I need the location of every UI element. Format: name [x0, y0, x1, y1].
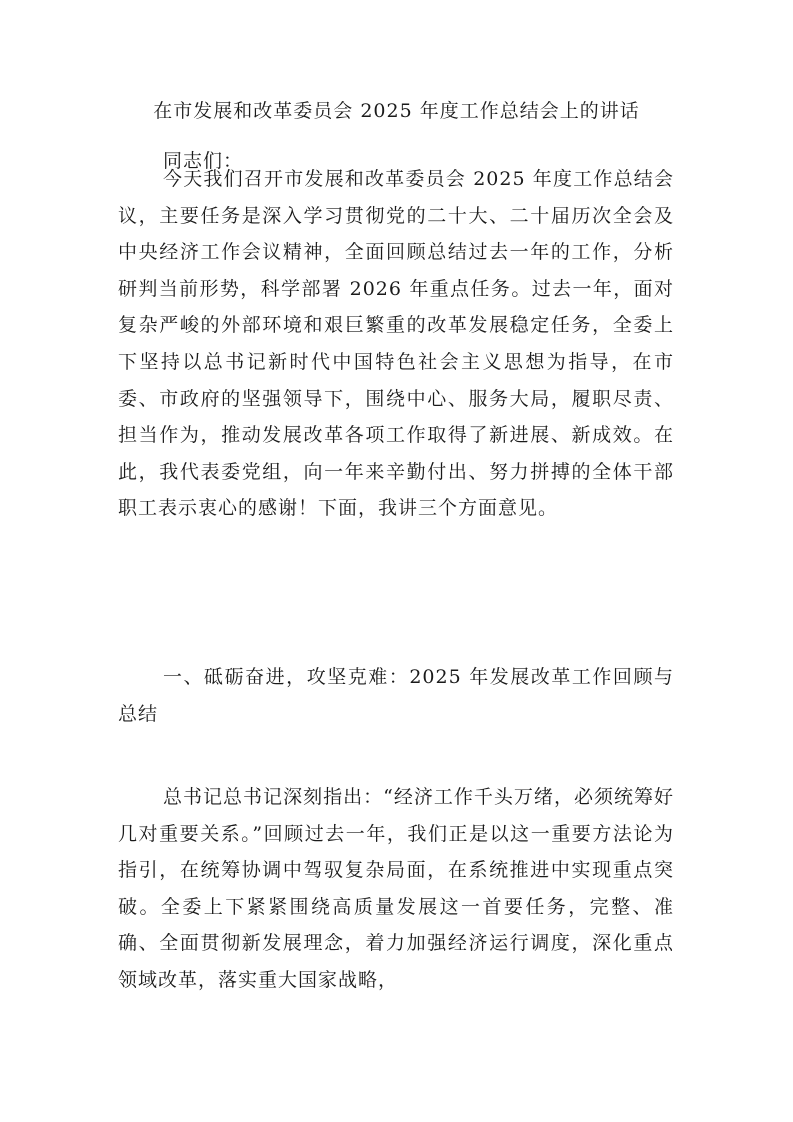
paragraph-review: 总书记总书记深刻指出：“经济工作千头万绪，必须统筹好几对重要关系。”回顾过去一年，我们正是以这一重要方法论为指引，在统筹协调中驾驭复杂局面，在系统推进中实现重点突破。全委上下紧紧围绕高质量发展这一首要任务，完整、准确、全面贯彻新发展理念，着力加强经济运行调度，深化重点领域改革，落实重大国家战略， — [118, 786, 674, 991]
salutation: 同志们： — [163, 150, 244, 172]
paragraph-opening: 今天我们召开市发展和改革委员会 2025 年度工作总结会议，主要任务是深入学习贯彻党的二十大、二十届历次全会及中央经济工作会议精神，全面回顾总结过去一年的工作，分析研判当前形势，科学部署 2026 年重点任务。过去一年，面对复杂严峻的外部环境和艰巨繁重的改革发展稳定任务，全委上下坚持以总书记新时代中国特色社会主义思想为指导，在市委、市政府的坚强领导下，围绕中心、服务大局，履职尽责、担当作为，推动发展改革各项工作取得了新进展、新成效。在此，我代表委党组，向一年来辛勤付出、努力拼搏的全体干部职工表示衷心的感谢！下面，我讲三个方面意见。 — [118, 168, 674, 520]
document-title: 在市发展和改革委员会 2025 年度工作总结会上的讲话 — [153, 100, 640, 122]
section-heading-1: 一、砥砺奋进，攻坚克难：2025 年发展改革工作回顾与总结 — [118, 666, 674, 725]
